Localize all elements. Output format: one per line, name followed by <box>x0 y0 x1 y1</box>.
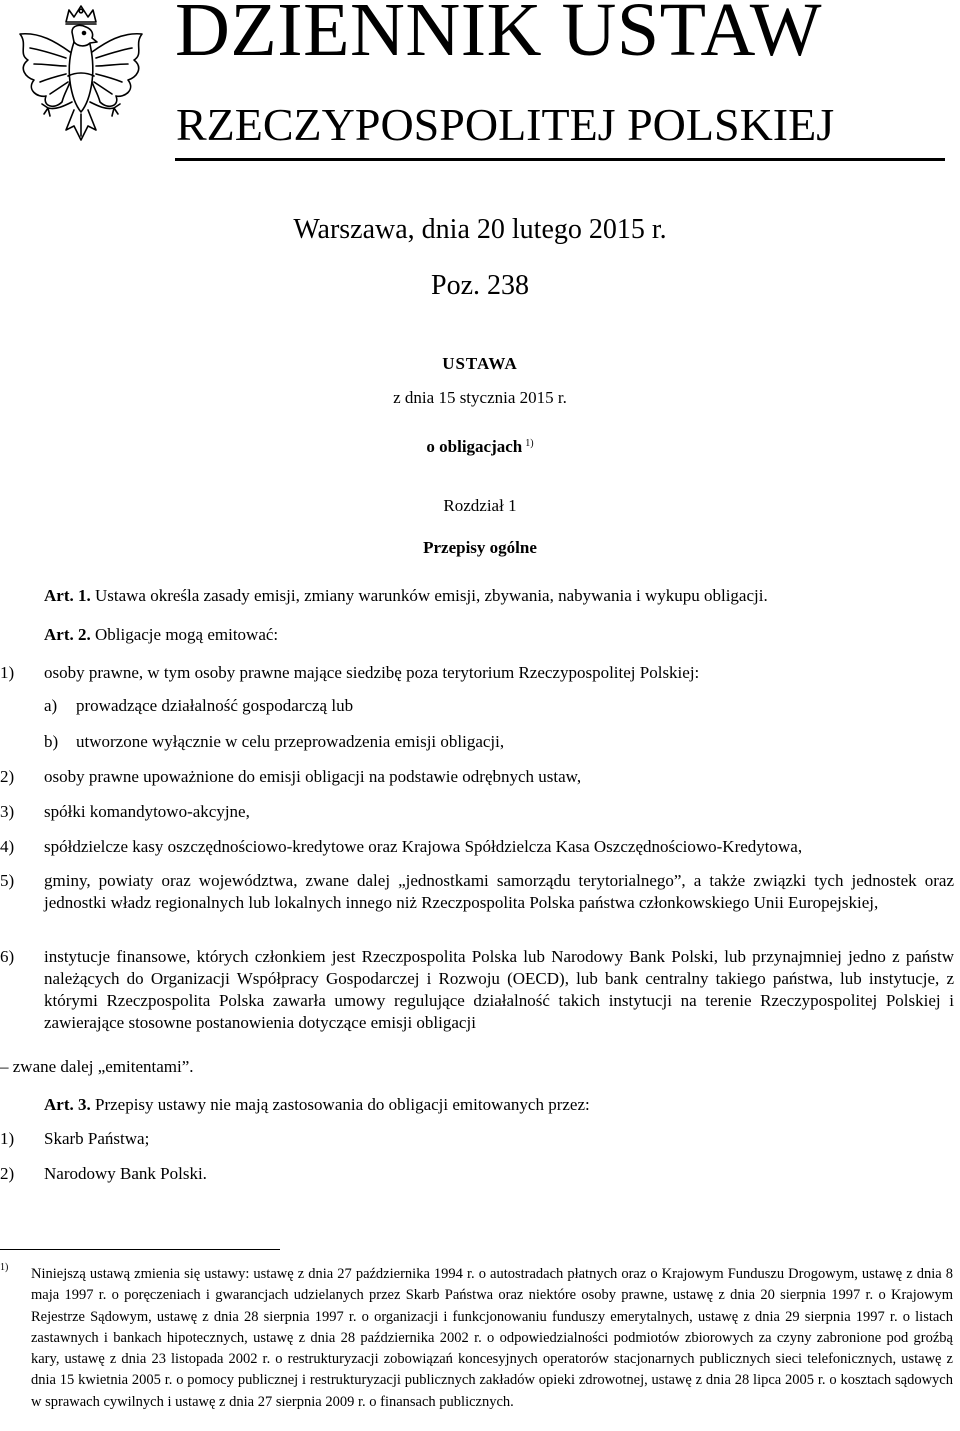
footnote-marker: 1) <box>0 1262 9 1273</box>
point-text: spółki komandytowo-akcyjne, <box>44 802 250 821</box>
point-label: 6) <box>0 947 15 966</box>
article-text: Przepisy ustawy nie mają zastosowania do obligacji emitowanych przez: <box>94 1095 590 1114</box>
article-2-closing: – zwane dalej „emitentami”. <box>0 1057 194 1076</box>
point-text: Narodowy Bank Polski. <box>44 1164 207 1183</box>
gazette-title: DZIENNIK USTAW <box>175 0 823 72</box>
chapter-number: Rozdział 1 <box>443 496 517 515</box>
issue-date: Warszawa, dnia 20 lutego 2015 r. <box>293 214 667 245</box>
white-eagle-emblem-icon <box>6 2 156 152</box>
act-subject-text: o obligacjach <box>426 437 523 456</box>
footnote-reference[interactable]: 1) <box>525 438 534 449</box>
point-text: prowadzące działalność gospodarczą lub <box>76 696 354 715</box>
point-label: 4) <box>0 837 15 856</box>
point-label: 1) <box>0 663 15 682</box>
article-3 <box>44 1094 944 1116</box>
point-text: osoby prawne, w tym osoby prawne mające siedzibę poza terytorium Rzeczypospolitej Polskiej: <box>44 663 700 682</box>
point-label: b) <box>44 732 59 751</box>
point-text: gminy, powiaty oraz województwa, zwane dalej „jednostkami samorządu terytorialnego”, a także związki tych jednostek oraz jednostki władz regionalnych lub lokalnych innego niż Rzeczpospolita Polska państwa członkowskiego Unii Europejskiej, <box>44 871 954 912</box>
article-text: Ustawa określa zasady emisji, zmiany warunków emisji, zbywania, nabywania i wykupu obligacji. <box>94 586 768 605</box>
chapter-title: Przepisy ogólne <box>423 538 537 557</box>
issue-position: Poz. 238 <box>431 270 529 301</box>
gazette-subtitle: RZECZYPOSPOLITEJ POLSKIEJ <box>176 99 835 150</box>
act-subject <box>0 434 960 457</box>
article-text: Obligacje mogą emitować: <box>94 625 279 644</box>
footnote-divider <box>0 1249 280 1250</box>
article-number: Art. 1. <box>44 586 91 605</box>
point-text: spółdzielcze kasy oszczędnościowo-kredytowe oraz Krajowa Spółdzielcza Kasa Oszczędnościowo-Kredytowa, <box>44 837 803 856</box>
masthead-divider <box>175 158 945 161</box>
article-1 <box>44 585 944 607</box>
point-label: 2) <box>0 767 15 786</box>
article-number: Art. 2. <box>44 625 91 644</box>
article-number: Art. 3. <box>44 1095 91 1114</box>
point-text: instytucje finansowe, których członkiem jest Rzeczpospolita Polska lub Narodowy Bank Polski, lub przynajmniej jedno z państw należących do Organizacji Współpracy Gospodarczej i Rozwoju (OECD), lub bank centralny takiego państwa, lub instytucje, z którymi Rzeczpospolita Polska zawarła umowy regulujące działalność takich instytucji na terenie Rzeczypospolitej Polskiej i zawierające stosowne postanowienia dotyczące emisji obligacji <box>44 947 954 1032</box>
act-type: USTAWA <box>442 354 518 373</box>
footnote-text: Niniejszą ustawą zmienia się ustawy: ustawę z dnia 27 października 1994 r. o autostradach płatnych oraz o Krajowym Funduszu Drogowym, ustawę z dnia 8 maja 1997 r. o poręczeniach i gwarancjach udzielanych przez Skarb Państwa oraz niektóre osoby prawne, ustawę z dnia 20 sierpnia 1997 r. o Krajowym Rejestrze Sądowym, ustawę z dnia 28 sierpnia 1997 r. o organizacji i funkcjonowaniu funduszy emerytalnych, ustawę z dnia 29 sierpnia 1997 r. o listach zastawnych i bankach hipotecznych, ustawę z dnia 28 października 2002 r. o odpowiedzialności podmiotów zbiorowych za czyny zabronione pod groźbą kary, ustawę z dnia 23 listopada 2002 r. o restrukturyzacji zobowiązań koncesyjnych operatorów stacjonarnych publicznych sieci telefonicznych, ustawę z dnia 15 kwietnia 2005 r. o pomocy publicznej i restrukturyzacji publicznych zakładów opieki zdrowotnej, ustawę z dnia 28 lipca 2005 r. o kosztach sądowych w sprawach cywilnych i ustawę z dnia 27 sierpnia 2009 r. o finansach publicznych. <box>31 1266 953 1410</box>
point-label: 5) <box>0 871 15 890</box>
point-text: osoby prawne upoważnione do emisji obligacji na podstawie odrębnych ustaw, <box>44 767 582 786</box>
point-label: 2) <box>0 1164 15 1183</box>
act-date: z dnia 15 stycznia 2015 r. <box>393 388 567 407</box>
point-text: Skarb Państwa; <box>44 1129 150 1148</box>
point-label: 3) <box>0 802 15 821</box>
article-2 <box>44 624 944 646</box>
point-label: a) <box>44 696 58 715</box>
point-label: 1) <box>0 1129 15 1148</box>
point-text: utworzone wyłącznie w celu przeprowadzenia emisji obligacji, <box>76 732 505 751</box>
